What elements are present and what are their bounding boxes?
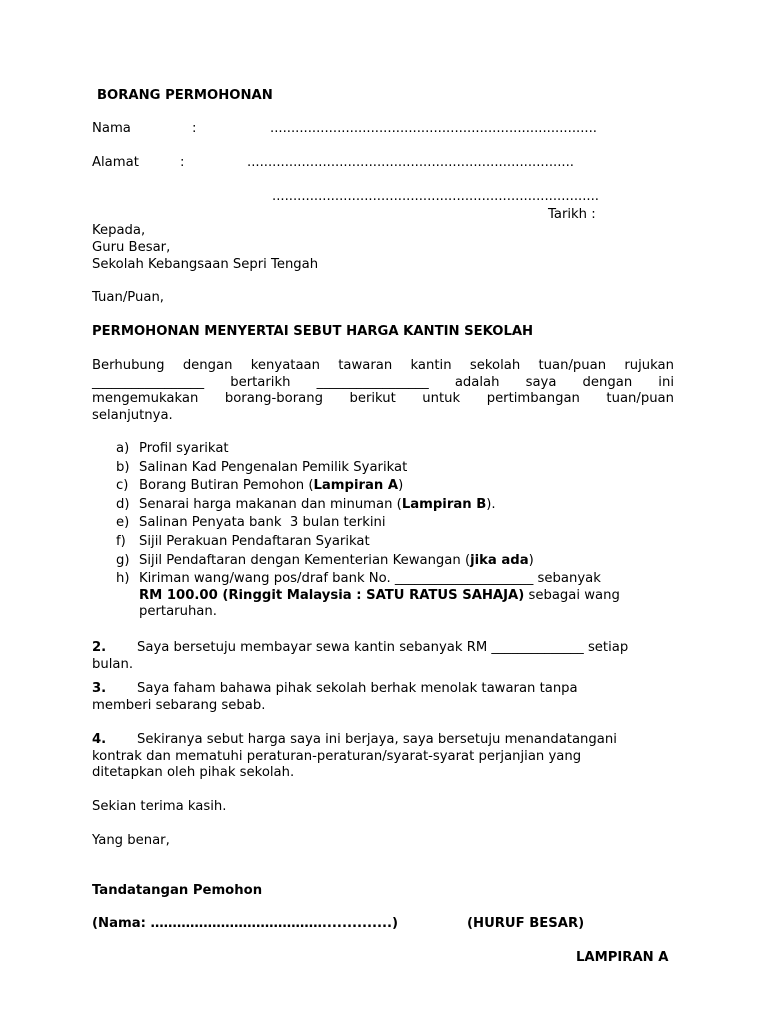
lampiran-a-heading: LAMPIRAN A <box>576 950 669 965</box>
salutation: Tuan/Puan, <box>92 290 165 305</box>
lampiran-b-ref: Lampiran B <box>401 496 487 512</box>
recipient-line-1: Kepada, <box>92 223 146 238</box>
applicant-name-line[interactable]: (Nama: …………………………………..............) <box>92 916 399 931</box>
clause-3 <box>92 681 674 714</box>
clause-2 <box>92 640 674 673</box>
clause-text: Saya bersetuju membayar sewa kantin sebanyak RM ______________ setiap <box>137 640 629 655</box>
intro-paragraph <box>92 358 674 424</box>
clause-text: Saya faham bahawa pihak sekolah berhak menolak tawaran tanpa <box>137 681 578 696</box>
closing-line: Sekian terima kasih. <box>92 799 227 814</box>
list-marker: c) <box>116 478 129 494</box>
clause-text-cont: bulan. <box>92 656 134 672</box>
list-marker: f) <box>116 533 126 549</box>
list-marker: g) <box>116 552 130 568</box>
list-item <box>116 571 676 621</box>
intro-line-1: Berhubung dengan kenyataan tawaran kantin sekolah tuan/puan rujukan <box>92 358 674 373</box>
list-item-text-line-3: pertaruhan. <box>139 604 217 620</box>
clause-number: 2. <box>92 640 107 655</box>
form-title: BORANG PERMOHONAN <box>97 88 273 103</box>
recipient-line-3: Sekolah Kebangsaan Sepri Tengah <box>92 257 319 272</box>
list-item <box>116 440 676 459</box>
reference-blank: _________________ <box>92 374 205 390</box>
intro-line-4: selanjutnya. <box>92 407 173 423</box>
clause-text-cont: memberi sebarang sebab. <box>92 697 266 713</box>
list-item <box>116 552 676 571</box>
list-item-text-end: ) <box>528 552 534 568</box>
alamat-label: Alamat <box>92 155 139 170</box>
recipient-line-2: Guru Besar, <box>92 240 171 255</box>
list-item-text: Sijil Perakuan Pendaftaran Syarikat <box>139 533 370 549</box>
list-marker: e) <box>116 515 130 531</box>
list-marker: h) <box>116 571 130 587</box>
clause-text: Sekiranya sebut harga saya ini berjaya, saya bersetuju menandatangani <box>137 732 617 747</box>
list-item-text: Borang Butiran Pemohon ( <box>139 478 314 494</box>
alamat-field-2[interactable]: .............................................................................. <box>272 189 599 204</box>
alamat-colon: : <box>180 155 185 170</box>
clause-number: 4. <box>92 732 107 747</box>
list-item <box>116 496 676 515</box>
capital-letters-note: (HURUF BESAR) <box>467 916 585 931</box>
list-item-text-end: sebagai wang <box>524 587 620 603</box>
attachment-list <box>116 440 676 621</box>
list-item-text-end: ) <box>398 478 404 494</box>
tarikh-label: Tarikh : <box>548 207 596 222</box>
amount-text: RM 100.00 (Ringgit Malaysia : SATU RATUS SAHAJA) <box>139 587 525 603</box>
yang-benar: Yang benar, <box>92 833 170 848</box>
date-blank: _________________ <box>316 374 429 390</box>
intro-line-2-end: adalah saya dengan ini <box>454 374 674 390</box>
list-item-text: Profil syarikat <box>139 441 229 456</box>
clause-text-cont: ditetapkan oleh pihak sekolah. <box>92 765 295 780</box>
list-item-text: Salinan Penyata bank 3 bulan terkini <box>139 515 386 531</box>
list-item <box>116 477 676 496</box>
lampiran-a-ref: Lampiran A <box>313 478 399 494</box>
list-item <box>116 533 676 552</box>
nama-label: Nama <box>92 121 131 136</box>
list-item-text: Kiriman wang/wang pos/draf bank No. _____________________ sebanyak <box>139 571 601 587</box>
alamat-field-1[interactable]: .............................................................................. <box>247 155 574 170</box>
list-item-text: Senarai harga makanan dan minuman ( <box>139 496 402 512</box>
list-item <box>116 459 676 478</box>
clause-number: 3. <box>92 681 107 696</box>
nama-colon: : <box>192 121 197 136</box>
bertarikh-text: bertarikh <box>230 374 291 390</box>
list-item <box>116 514 676 533</box>
subject-heading: PERMOHONAN MENYERTAI SEBUT HARGA KANTIN SEKOLAH <box>92 324 534 339</box>
list-marker: d) <box>116 496 130 512</box>
list-item-text-end: ). <box>486 496 496 512</box>
intro-line-2 <box>92 375 674 392</box>
signature-label: Tandatangan Pemohon <box>92 883 263 898</box>
clause-text-cont: kontrak dan mematuhi peraturan-peraturan/syarat-syarat perjanjian yang <box>92 748 582 764</box>
list-marker: a) <box>116 441 130 456</box>
clause-4 <box>92 732 674 782</box>
jika-ada-text: jika ada <box>470 552 529 568</box>
nama-field[interactable]: .............................................................................. <box>270 121 597 136</box>
intro-line-3: mengemukakan borang-borang berikut untuk pertimbangan tuan/puan <box>92 391 674 406</box>
list-item-text: Sijil Pendaftaran dengan Kementerian Kewangan ( <box>139 552 471 568</box>
list-item-text: Salinan Kad Pengenalan Pemilik Syarikat <box>139 459 408 475</box>
list-marker: b) <box>116 459 130 475</box>
